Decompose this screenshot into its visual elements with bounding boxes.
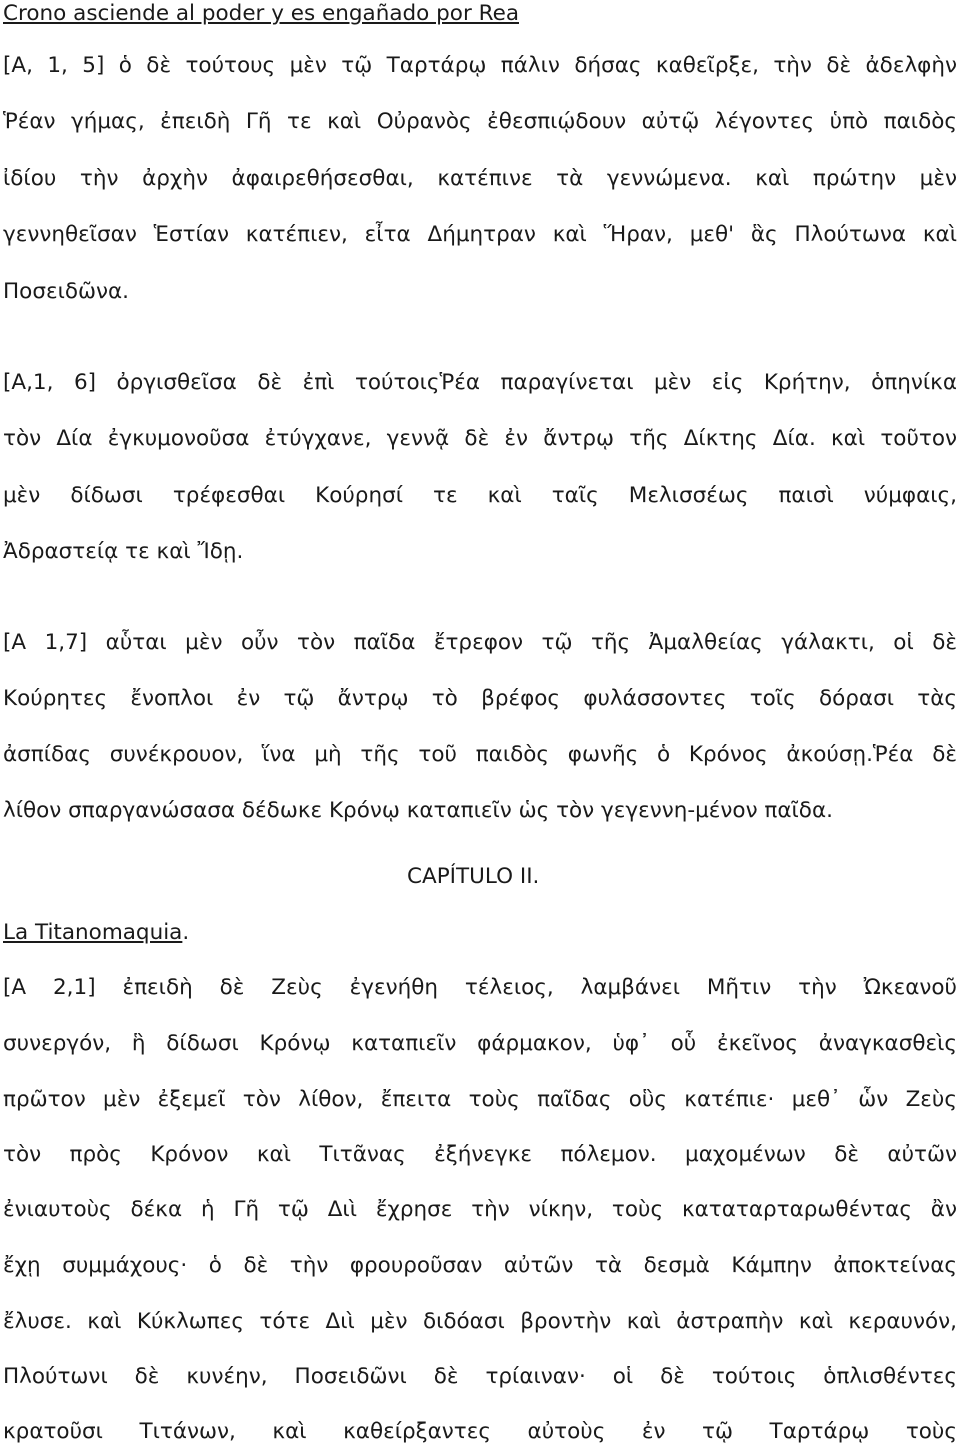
paragraph-4-line-7: ἔλυσε. καὶ Κύκλωπες τότε Διὶ μὲν διδόασι βροντὴν καὶ ἀστραπὴν καὶ κεραυνόν, <box>3 1309 957 1334</box>
paragraph-1-line-2: Ῥέαν γήμας, ἐπειδὴ Γῆ τε καὶ Οὐρανὸς ἐθεσπιῴδουν αὐτῷ λέγοντες ὑπὸ παιδὸς <box>3 109 957 134</box>
paragraph-1-line-5: Ποσειδῶνα. <box>3 279 130 304</box>
paragraph-2-line-2: τὸν Δία ἐγκυμονοῦσα ἐτύγχανε, γεννᾷ δὲ ἐν ἄντρῳ τῆς Δίκτης Δία. καὶ τοῦτον <box>3 426 957 451</box>
paragraph-2-line-1: [A,1, 6] ὀργισθεῖσα δὲ ἐπὶ τούτοιςῬέα παραγίνεται μὲν εἰς Κρήτην, ὁπηνίκα <box>3 370 957 395</box>
paragraph-4-line-8: Πλούτωνι δὲ κυνέην, Ποσειδῶνι δὲ τρίαιναν· οἱ δὲ τούτοις ὁπλισθέντες <box>3 1364 957 1389</box>
paragraph-4-line-9: κρατοῦσι Τιτάνων, καὶ καθείρξαντες αὐτοὺς ἐν τῷ Ταρτάρῳ τοὺς <box>3 1419 957 1444</box>
paragraph-1-line-1: [A, 1, 5] ὁ δὲ τούτους μὲν τῷ Ταρτάρῳ πάλιν δήσας καθεῖρξε, τὴν δὲ ἀδελφὴν <box>3 53 957 78</box>
paragraph-4-line-1: [A 2,1] ἐπειδὴ δὲ Ζεὺς ἐγενήθη τέλειος, λαμβάνει Μῆτιν τὴν Ὠκεανοῦ <box>3 975 957 1000</box>
paragraph-1-line-4: γεννηθεῖσαν Ἑστίαν κατέπιεν, εἶτα Δήμητραν καὶ Ἥραν, μεθ' ἃς Πλούτωνα καὶ <box>3 222 957 247</box>
chapter-subtitle-line <box>3 919 957 947</box>
chapter-heading: CAPÍTULO II. <box>407 864 540 889</box>
section-title: Crono asciende al poder y es engañado por Rea <box>3 1 519 26</box>
chapter-subtitle: La Titanomaquia <box>3 920 183 945</box>
paragraph-4-line-2: συνεργόν, ἣ δίδωσι Κρόνῳ καταπιεῖν φάρμακον, ὑφ᾽ οὗ ἐκεῖνος ἀναγκασθεὶς <box>3 1031 957 1056</box>
paragraph-3-line-3: ἀσπίδας συνέκρουον, ἵνα μὴ τῆς τοῦ παιδὸς φωνῆς ὁ Κρόνος ἀκούσῃ.Ῥέα δὲ <box>3 742 957 767</box>
paragraph-1-line-3: ἰδίου τὴν ἀρχὴν ἀφαιρεθήσεσθαι, κατέπινε τὰ γεννώμενα. καὶ πρώτην μὲν <box>3 166 957 191</box>
paragraph-4-line-5: ἐνιαυτοὺς δέκα ἡ Γῆ τῷ Διὶ ἔχρησε τὴν νίκην, τοὺς καταταρταρωθέντας ἂν <box>3 1197 957 1222</box>
paragraph-3-line-1: [A 1,7] αὗται μὲν οὖν τὸν παῖδα ἔτρεφον τῷ τῆς Ἀμαλθείας γάλακτι, οἱ δὲ <box>3 630 957 655</box>
paragraph-4-line-6: ἔχῃ συμμάχους· ὁ δὲ τὴν φρουροῦσαν αὐτῶν τὰ δεσμὰ Κάμπην ἀποκτείνας <box>3 1253 957 1278</box>
paragraph-4-line-3: πρῶτον μὲν ἐξεμεῖ τὸν λίθον, ἔπειτα τοὺς παῖδας οὓς κατέπιε· μεθ᾽ ὧν Ζεὺς <box>3 1087 957 1112</box>
paragraph-2-line-3: μὲν δίδωσι τρέφεσθαι Κούρησί τε καὶ ταῖς Μελισσέως παισὶ νύμφαις, <box>3 483 957 508</box>
paragraph-2-line-4: Ἀδραστείᾳ τε καὶ Ἴδῃ. <box>3 539 244 564</box>
paragraph-4-line-4: τὸν πρὸς Κρόνον καὶ Τιτᾶνας ἐξήνεγκε πόλεμον. μαχομένων δὲ αὐτῶν <box>3 1142 957 1167</box>
chapter-subtitle-punct: . <box>182 920 190 945</box>
paragraph-3-line-4: λίθον σπαργανώσασα δέδωκε Κρόνῳ καταπιεῖν ὡς τὸν γεγεννη-μένον παῖδα. <box>3 798 833 823</box>
paragraph-3-line-2: Κούρητες ἔνοπλοι ἐν τῷ ἄντρῳ τὸ βρέφος φυλάσσοντες τοῖς δόρασι τὰς <box>3 686 957 711</box>
